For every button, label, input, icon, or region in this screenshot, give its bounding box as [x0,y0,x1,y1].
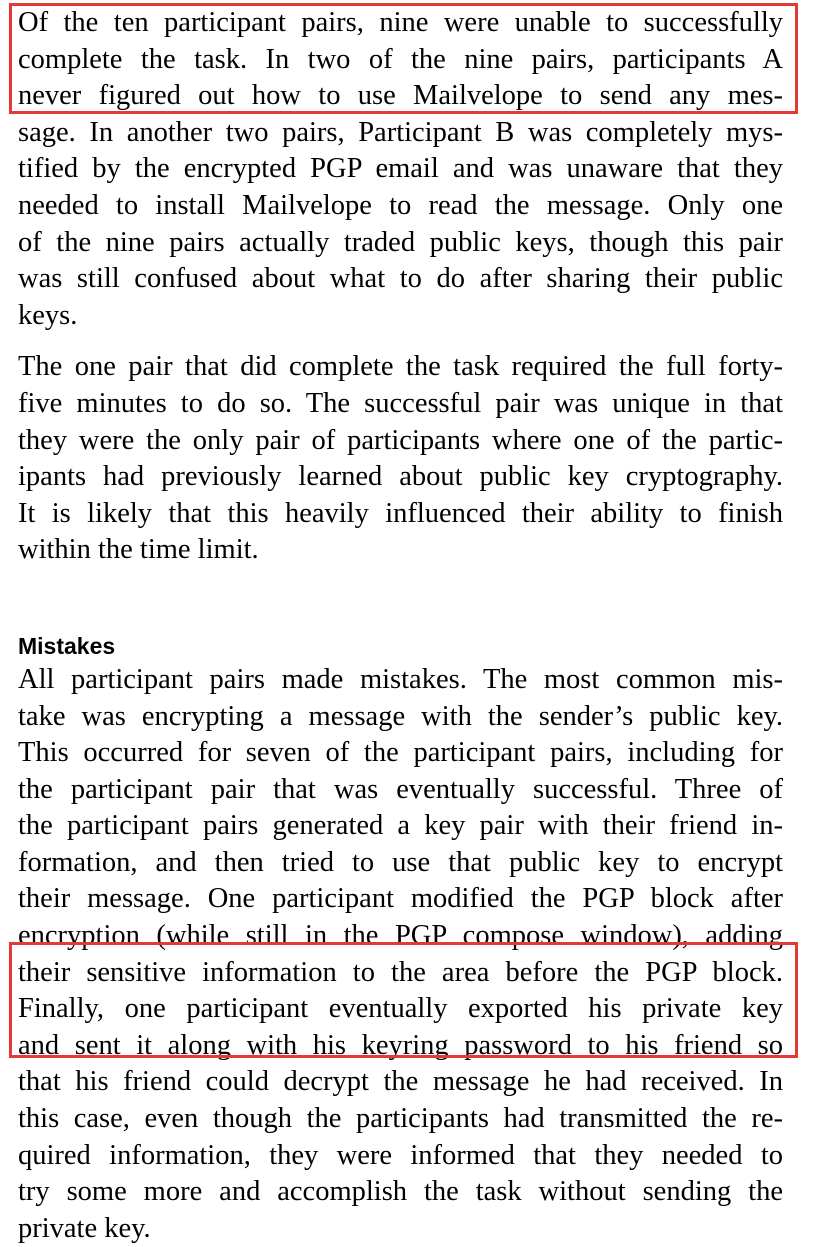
text-line: Finally, one participant eventually exported his private key [18,993,783,1025]
text-line: needed to install Mailvelope to read the message. Only one [18,189,783,221]
text-line: they were the only pair of participants where one of the partic- [18,424,783,456]
text-line: of the nine pairs actually traded public keys, though this pair [18,226,783,258]
section-mistakes [18,631,783,1247]
text-line: within the time limit. [18,534,259,566]
paragraph-results [18,5,783,334]
text-line: that his friend could decrypt the message he had received. In [18,1066,783,1098]
text-line: It is likely that this heavily influenced their ability to finish [18,497,783,529]
text-line: encryption (while still in the PGP compose window), adding [18,920,783,952]
text-line: and sent it along with his keyring password to his friend so [18,1029,783,1061]
text-line: Of the ten participant pairs, nine were unable to successfully [18,7,783,38]
text-line: this case, even though the participants had transmitted the re- [18,1103,783,1135]
document-page [18,5,783,1247]
text-line: five minutes to do so. The successful pair was unique in that [18,387,783,419]
text-line: quired information, they were informed that they needed to [18,1139,783,1171]
text-line: the participant pair that was eventually successful. Three of [18,773,783,805]
paragraph-success [18,349,783,569]
text-line: the participant pairs generated a key pair with their friend in- [18,810,783,842]
text-line: private key. [18,1212,151,1244]
text-line: take was encrypting a message with the sender’s public key. [18,700,783,732]
text-line: This occurred for seven of the participant pairs, including for [18,737,783,769]
text-line: try some more and accomplish the task without sending the [18,1176,783,1208]
text-line: keys. [18,299,78,331]
text-line: The one pair that did complete the task required the full forty- [18,351,783,383]
text-line: never figured out how to use Mailvelope to send any mes- [18,80,783,112]
text-line: formation, and then tried to use that public key to encrypt [18,846,783,878]
text-line: ipants had previously learned about public key cryptography. [18,461,783,493]
text-line: was still confused about what to do after sharing their public [18,263,783,295]
text-line: their message. One participant modified the PGP block after [18,883,783,915]
text-line: sage. In another two pairs, Participant B was completely mys- [18,116,783,148]
text-line: complete the task. In two of the nine pairs, participants A [18,43,783,75]
section-heading: Mistakes [18,632,116,659]
text-line: their sensitive information to the area before the PGP block. [18,956,783,988]
text-line: All participant pairs made mistakes. The most common mis- [18,663,783,695]
text-line: tified by the encrypted PGP email and was unaware that they [18,153,783,185]
